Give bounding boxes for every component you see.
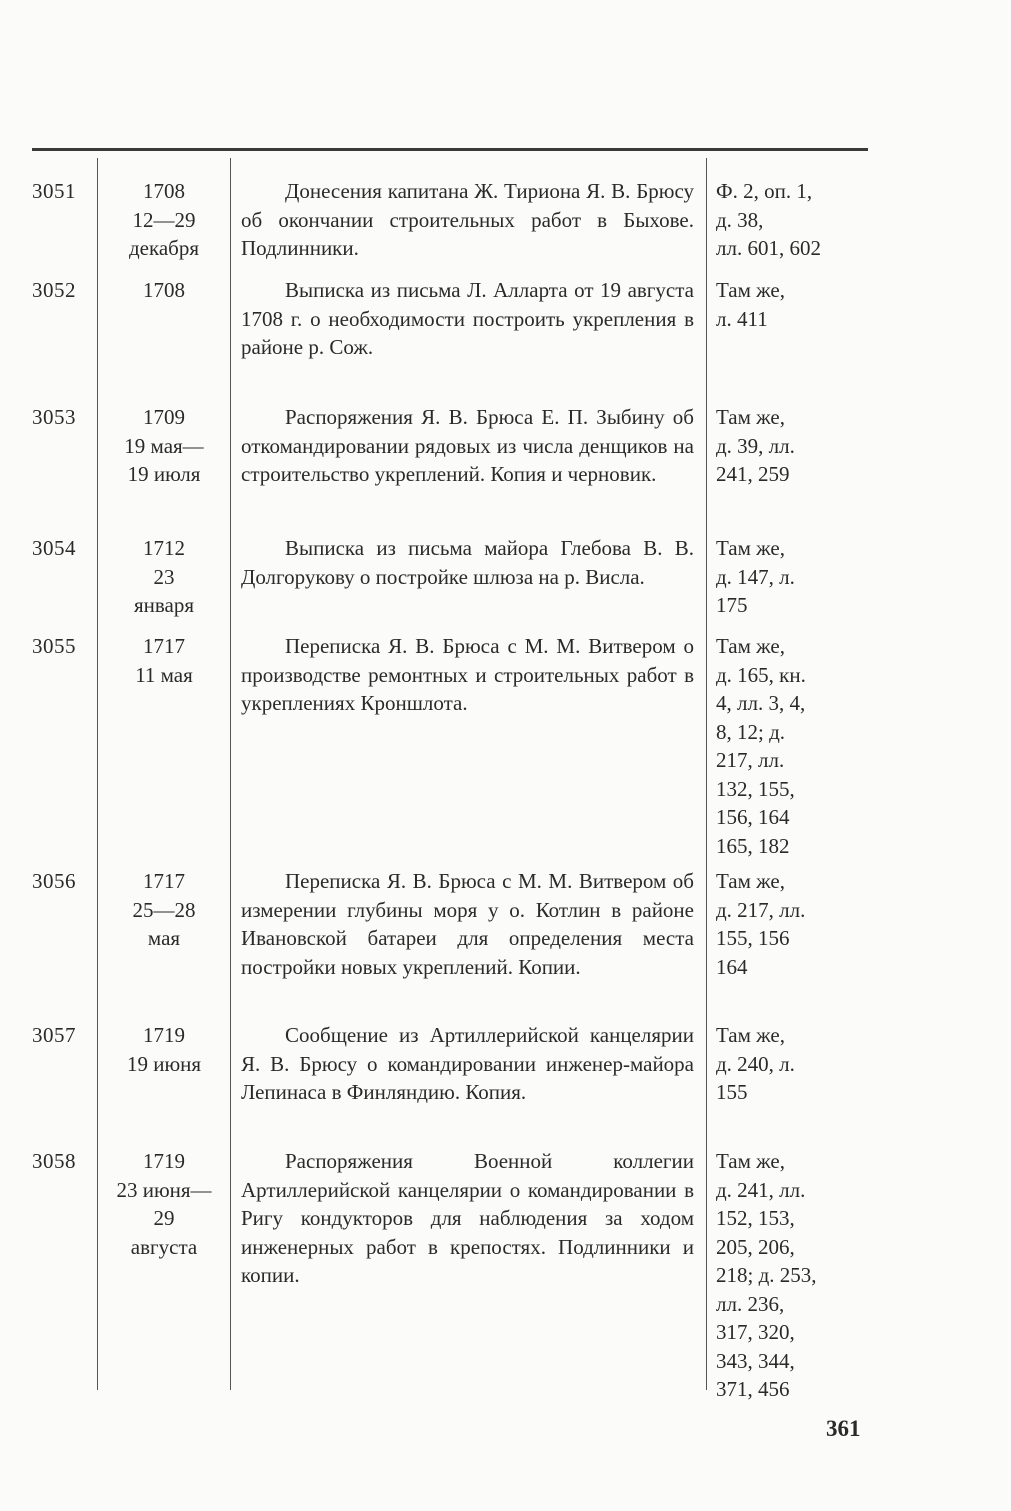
- date-line: 1717: [143, 634, 185, 658]
- source-line: Ф. 2, оп. 1,: [716, 179, 813, 203]
- source-line: 343, 344,: [716, 1348, 795, 1373]
- entry-description: [241, 534, 694, 591]
- entry-description: [241, 276, 694, 362]
- date-line: 25—28: [132, 897, 196, 922]
- date-line: 23: [153, 564, 175, 589]
- entry-number: 3051: [32, 179, 76, 203]
- entry-description: [241, 1021, 694, 1107]
- date-line: 1712: [143, 536, 185, 560]
- entry-description: [241, 1147, 694, 1290]
- description-text: Выписка из письма майора Глебова В. В. Долгорукову о постройке шлюза на р. Висла.: [241, 536, 694, 589]
- source-line: 241, 259: [716, 462, 790, 486]
- source-line: 165, 182: [716, 833, 790, 858]
- date-line: 11 мая: [135, 662, 193, 687]
- date-line: 19 июня: [126, 1051, 202, 1076]
- source-line: Там же,: [716, 869, 785, 893]
- entry-date: [100, 403, 228, 489]
- date-line: 12—29: [132, 207, 196, 232]
- source-line: Там же,: [716, 278, 785, 302]
- entry-number: 3054: [32, 536, 76, 560]
- description-text: Распоряжения Военной коллегии Артиллерийской канцелярии о командировании в Ригу кондукторов для наблюдения за ходом инженерных работ в крепостях. Подлинники и копии.: [241, 1149, 694, 1287]
- date-line: 23 июня—: [116, 1177, 212, 1202]
- column-divider-3: [706, 158, 707, 1390]
- entry-source: [716, 632, 866, 860]
- entry-number: 3058: [32, 1149, 76, 1173]
- date-line: августа: [130, 1234, 198, 1259]
- source-line: д. 165, кн.: [716, 662, 806, 687]
- source-line: Там же,: [716, 634, 785, 658]
- entry-source: [716, 276, 866, 333]
- description-text: Донесения капитана Ж. Тириона Я. В. Брюсу об окончании строительных работ в Быхове. Подлинники.: [241, 179, 694, 260]
- source-line: 175: [716, 593, 748, 617]
- source-line: 218; д. 253,: [716, 1263, 817, 1287]
- date-line: 1717: [143, 869, 185, 893]
- source-line: лл. 236,: [716, 1291, 785, 1316]
- entry-date: [100, 276, 228, 305]
- source-line: лл. 601, 602: [716, 236, 821, 260]
- source-line: 317, 320,: [716, 1320, 795, 1344]
- source-line: 164: [716, 954, 748, 979]
- date-line: 19 мая—: [124, 433, 204, 458]
- entry-source: [716, 1147, 866, 1404]
- column-divider-1: [97, 158, 98, 1390]
- source-line: д. 38,: [716, 207, 764, 232]
- entry-number: 3057: [32, 1023, 76, 1047]
- source-line: д. 217, лл.: [716, 897, 806, 922]
- entry-number: 3055: [32, 634, 76, 658]
- date-line: 1708: [143, 179, 185, 203]
- source-line: д. 240, л.: [716, 1051, 795, 1076]
- entry-source: [716, 534, 866, 620]
- source-line: Там же,: [716, 536, 785, 560]
- source-line: 155: [716, 1080, 748, 1104]
- source-line: 132, 155,: [716, 776, 795, 801]
- source-line: д. 147, л.: [716, 564, 795, 589]
- entry-date: [100, 632, 228, 689]
- entry-source: [716, 177, 866, 263]
- entry-description: [241, 867, 694, 981]
- description-text: Выписка из письма Л. Алларта от 19 августа 1708 г. о необходимости построить укрепления в районе р. Сож.: [241, 278, 694, 359]
- date-line: 19 июля: [127, 462, 201, 486]
- date-line: 1719: [143, 1149, 185, 1173]
- date-line: 1708: [143, 278, 185, 302]
- source-line: л. 411: [716, 306, 768, 331]
- column-divider-2: [230, 158, 231, 1390]
- entry-date: [100, 534, 228, 620]
- source-line: 156, 164: [716, 805, 790, 829]
- date-line: января: [133, 593, 195, 617]
- source-line: Там же,: [716, 1023, 785, 1047]
- source-line: 152, 153,: [716, 1206, 795, 1230]
- source-line: 371, 456: [716, 1377, 790, 1401]
- entry-date: [100, 1021, 228, 1078]
- entry-number: 3056: [32, 869, 76, 893]
- description-text: Распоряжения Я. В. Брюса Е. П. Зыбину об откомандировании рядовых из числа денщиков на строительство укреплений. Копия и черновик.: [241, 405, 694, 486]
- date-line: 1719: [143, 1023, 185, 1047]
- entry-source: [716, 1021, 866, 1107]
- entry-description: [241, 177, 694, 263]
- date-line: декабря: [128, 236, 200, 260]
- description-text: Переписка Я. В. Брюса с М. М. Витвером о производстве ремонтных и строительных работ в укреплениях Кроншлота.: [241, 634, 694, 715]
- date-line: 1709: [143, 405, 185, 429]
- description-text: Сообщение из Артиллерийской канцелярии Я. В. Брюсу о командировании инженер-майора Лепинаса в Финляндию. Копия.: [241, 1023, 694, 1104]
- source-line: Там же,: [716, 405, 785, 429]
- source-line: 4, лл. 3, 4,: [716, 691, 806, 715]
- source-line: 155, 156: [716, 926, 790, 950]
- page-number: 361: [826, 1416, 861, 1441]
- source-line: д. 39, лл.: [716, 433, 795, 458]
- entry-number: 3053: [32, 405, 76, 429]
- entry-source: [716, 867, 866, 981]
- source-line: 205, 206,: [716, 1234, 795, 1259]
- source-line: 217, лл.: [716, 748, 785, 772]
- date-line: 29: [153, 1206, 175, 1230]
- entry-date: [100, 867, 228, 953]
- source-line: 8, 12; д.: [716, 719, 786, 744]
- source-line: д. 241, лл.: [716, 1177, 806, 1202]
- entry-number: 3052: [32, 278, 76, 302]
- date-line: мая: [147, 926, 181, 950]
- entry-source: [716, 403, 866, 489]
- source-line: Там же,: [716, 1149, 785, 1173]
- entry-date: [100, 1147, 228, 1261]
- entry-date: [100, 177, 228, 263]
- top-rule: [32, 148, 868, 151]
- description-text: Переписка Я. В. Брюса с М. М. Витвером об измерении глубины моря у о. Котлин в районе Ивановской батареи для определения места постройки новых укреплений. Копии.: [241, 869, 694, 979]
- entry-description: [241, 403, 694, 489]
- entry-description: [241, 632, 694, 718]
